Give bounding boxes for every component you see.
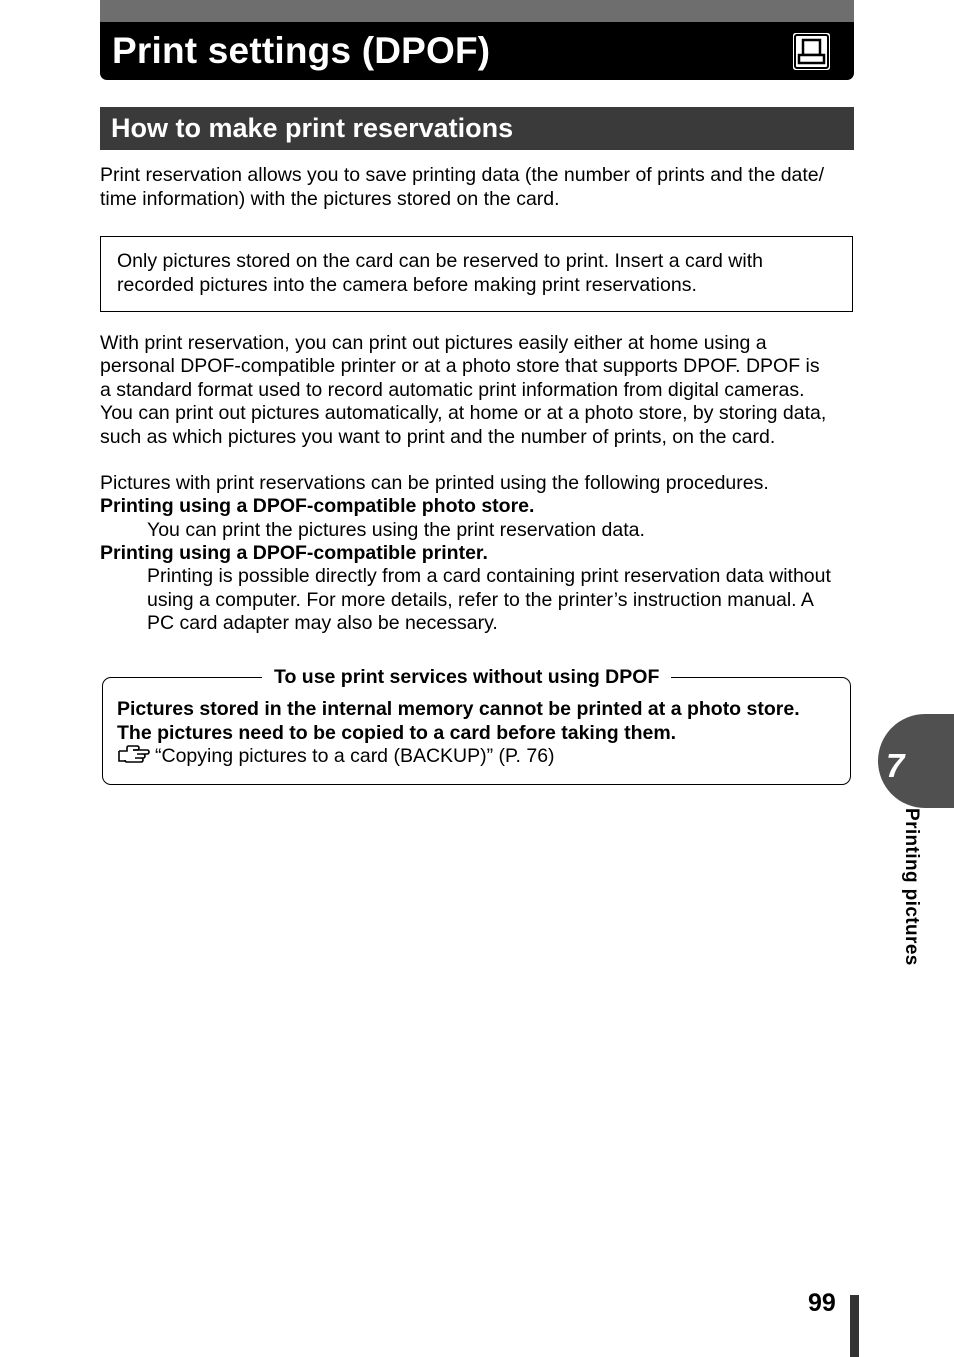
photo-store-desc: You can print the pictures using the print reservation data. <box>147 519 645 541</box>
intro-line-2: time information) with the pictures stored on the card. <box>100 188 560 210</box>
section-heading-band <box>100 107 854 150</box>
note-box <box>100 236 853 312</box>
note-line-1: Only pictures stored on the card can be reserved to print. Insert a card with <box>117 250 763 272</box>
note-text <box>117 249 837 297</box>
pointing-hand-reference-icon <box>117 745 151 765</box>
procedures-intro: Pictures with print reservations can be printed using the following procedures. <box>100 472 769 494</box>
tip-reference-text: “Copying pictures to a card (BACKUP)” (P. 76) <box>155 745 555 767</box>
section-heading: How to make print reservations <box>111 113 514 143</box>
body-line-3: a standard format used to record automatic print information from digital cameras. <box>100 379 805 401</box>
body-line-4: You can print out pictures automatically, at home or at a photo store, by storing data, <box>100 402 827 424</box>
print-mode-icon <box>791 31 832 72</box>
printer-desc-line-1: Printing is possible directly from a card containing print reservation data without <box>147 565 831 587</box>
tip-line-2: The pictures need to be copied to a card before taking them. <box>117 721 677 744</box>
tip-box-title: To use print services without using DPOF <box>262 665 671 689</box>
body-line-5: such as which pictures you want to print and the number of prints, on the card. <box>100 426 776 448</box>
printer-desc-line-2: using a computer. For more details, refer to the printer’s instruction manual. A <box>147 589 814 611</box>
chapter-label-container <box>900 808 922 993</box>
printer-heading: Printing using a DPOF-compatible printer. <box>100 542 488 564</box>
tip-reference <box>117 745 847 769</box>
printer-desc-line-3: PC card adapter may also be necessary. <box>147 612 498 634</box>
body-line-2: personal DPOF-compatible printer or at a photo store that supports DPOF. DPOF is <box>100 355 820 377</box>
tip-box-body <box>117 698 847 769</box>
body-line-1: With print reservation, you can print out pictures easily either at home using a <box>100 332 767 354</box>
tip-line-1: Pictures stored in the internal memory cannot be printed at a photo store. <box>117 698 800 720</box>
title-top-strip <box>100 0 854 22</box>
chapter-number: 7 <box>886 747 905 784</box>
note-line-2: recorded pictures into the camera before making print reservations. <box>117 274 697 296</box>
photo-store-heading: Printing using a DPOF-compatible photo store. <box>100 495 535 517</box>
page-edge-bar <box>850 1295 859 1357</box>
intro-line-1: Print reservation allows you to save printing data (the number of prints and the date/ <box>100 164 825 186</box>
page-number: 99 <box>808 1289 836 1317</box>
page-title: Print settings (DPOF) <box>112 30 491 71</box>
chapter-label: Printing pictures <box>901 808 922 966</box>
title-band <box>100 0 854 80</box>
